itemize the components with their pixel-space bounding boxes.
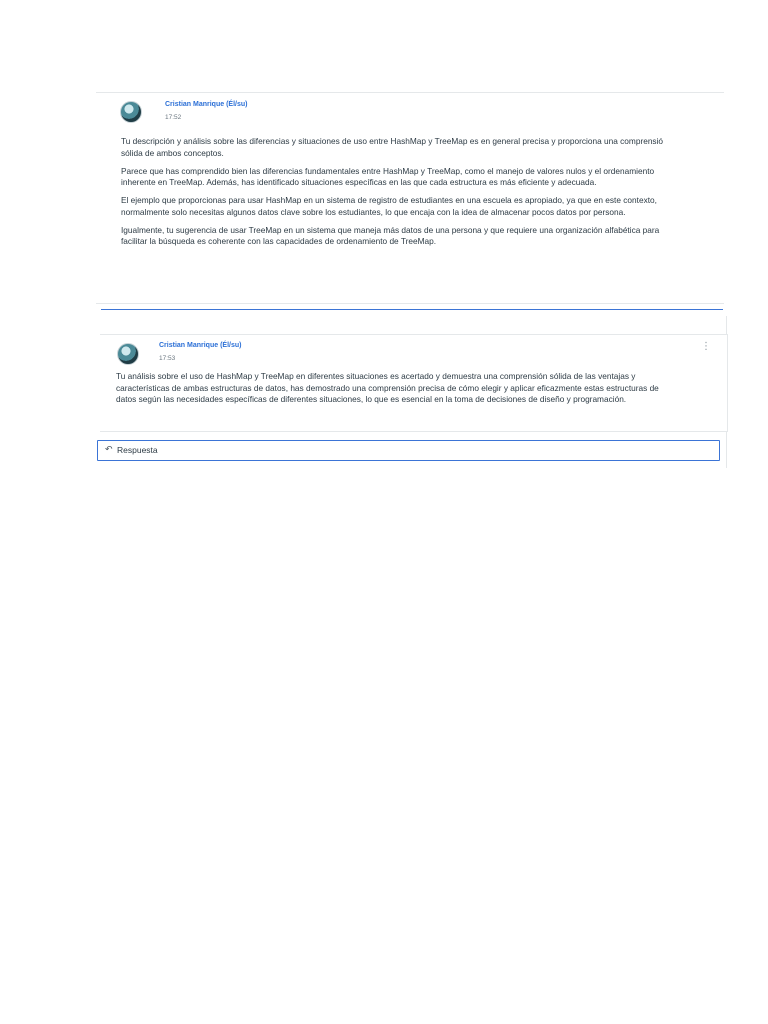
paragraph [121, 166, 663, 189]
text-line: facilitar la búsqueda es coherente con las capacidades de ordenamiento de TreeMap. [121, 236, 437, 247]
text-line: características de ambas estructuras de datos, has demostrado una comprensión precisa de cómo elegir y aplicar eficazmente estas estructuras de [116, 382, 659, 393]
reply-post-1 [96, 92, 724, 304]
text-line: datos según las necesidades específicas de diferentes situaciones, lo que es esencial en la toma de decisiones de diseño y programación. [116, 394, 627, 405]
reply-button[interactable] [97, 440, 720, 461]
post-body [116, 371, 659, 412]
text-line: Igualmente, tu sugerencia de usar TreeMap en un sistema que maneja más datos de una persona y que requiere una organización alfabética para [121, 224, 660, 235]
author-name[interactable]: Cristian Manrique (Él/su) [165, 101, 248, 108]
discussion-thread [96, 92, 728, 468]
reply-arrow-icon: ↶ [105, 444, 113, 454]
text-line: Tu análisis sobre el uso de HashMap y TreeMap en diferentes situaciones es acertado y demuestra una comprensión sólida de las ventajas y [116, 371, 636, 381]
focus-divider [101, 309, 723, 310]
text-line: normalmente solo necesitas algunos datos clave sobre los estudiantes, lo que encaja con la idea de almacenar pocos datos por persona. [121, 206, 626, 217]
post-timestamp: 17:52 [165, 114, 182, 121]
more-options-icon[interactable]: ⋮ [701, 341, 711, 352]
text-line: El ejemplo que proporcionas para usar HashMap en un sistema de registro de estudiantes en una escuela es apropiado, ya que en este contexto, [121, 195, 657, 206]
paragraph [121, 195, 663, 218]
reply-label: Respuesta [117, 445, 158, 455]
post-timestamp: 17:53 [159, 355, 176, 362]
text-line: Parece que has comprendido bien las diferencias fundamentales entre HashMap y TreeMap, como el manejo de valores nulos y el ordenamiento [121, 165, 655, 176]
post-body [121, 136, 663, 254]
author-name[interactable]: Cristian Manrique (Él/su) [159, 342, 242, 349]
text-line: sólida de ambos conceptos. [121, 147, 224, 158]
text-line: Tu descripción y análisis sobre las diferencias y situaciones de uso entre HashMap y TreeMap es en general precisa y proporciona una comprensió [121, 136, 664, 146]
paragraph [121, 225, 663, 248]
paragraph [121, 136, 663, 159]
author-avatar[interactable] [120, 101, 142, 123]
text-line: inherente en TreeMap. Además, has identificado situaciones específicas en las que cada estructura es más eficiente y adecuada. [121, 177, 597, 188]
reply-post-2 [100, 334, 728, 432]
paragraph [116, 371, 659, 406]
author-avatar[interactable] [117, 343, 139, 365]
